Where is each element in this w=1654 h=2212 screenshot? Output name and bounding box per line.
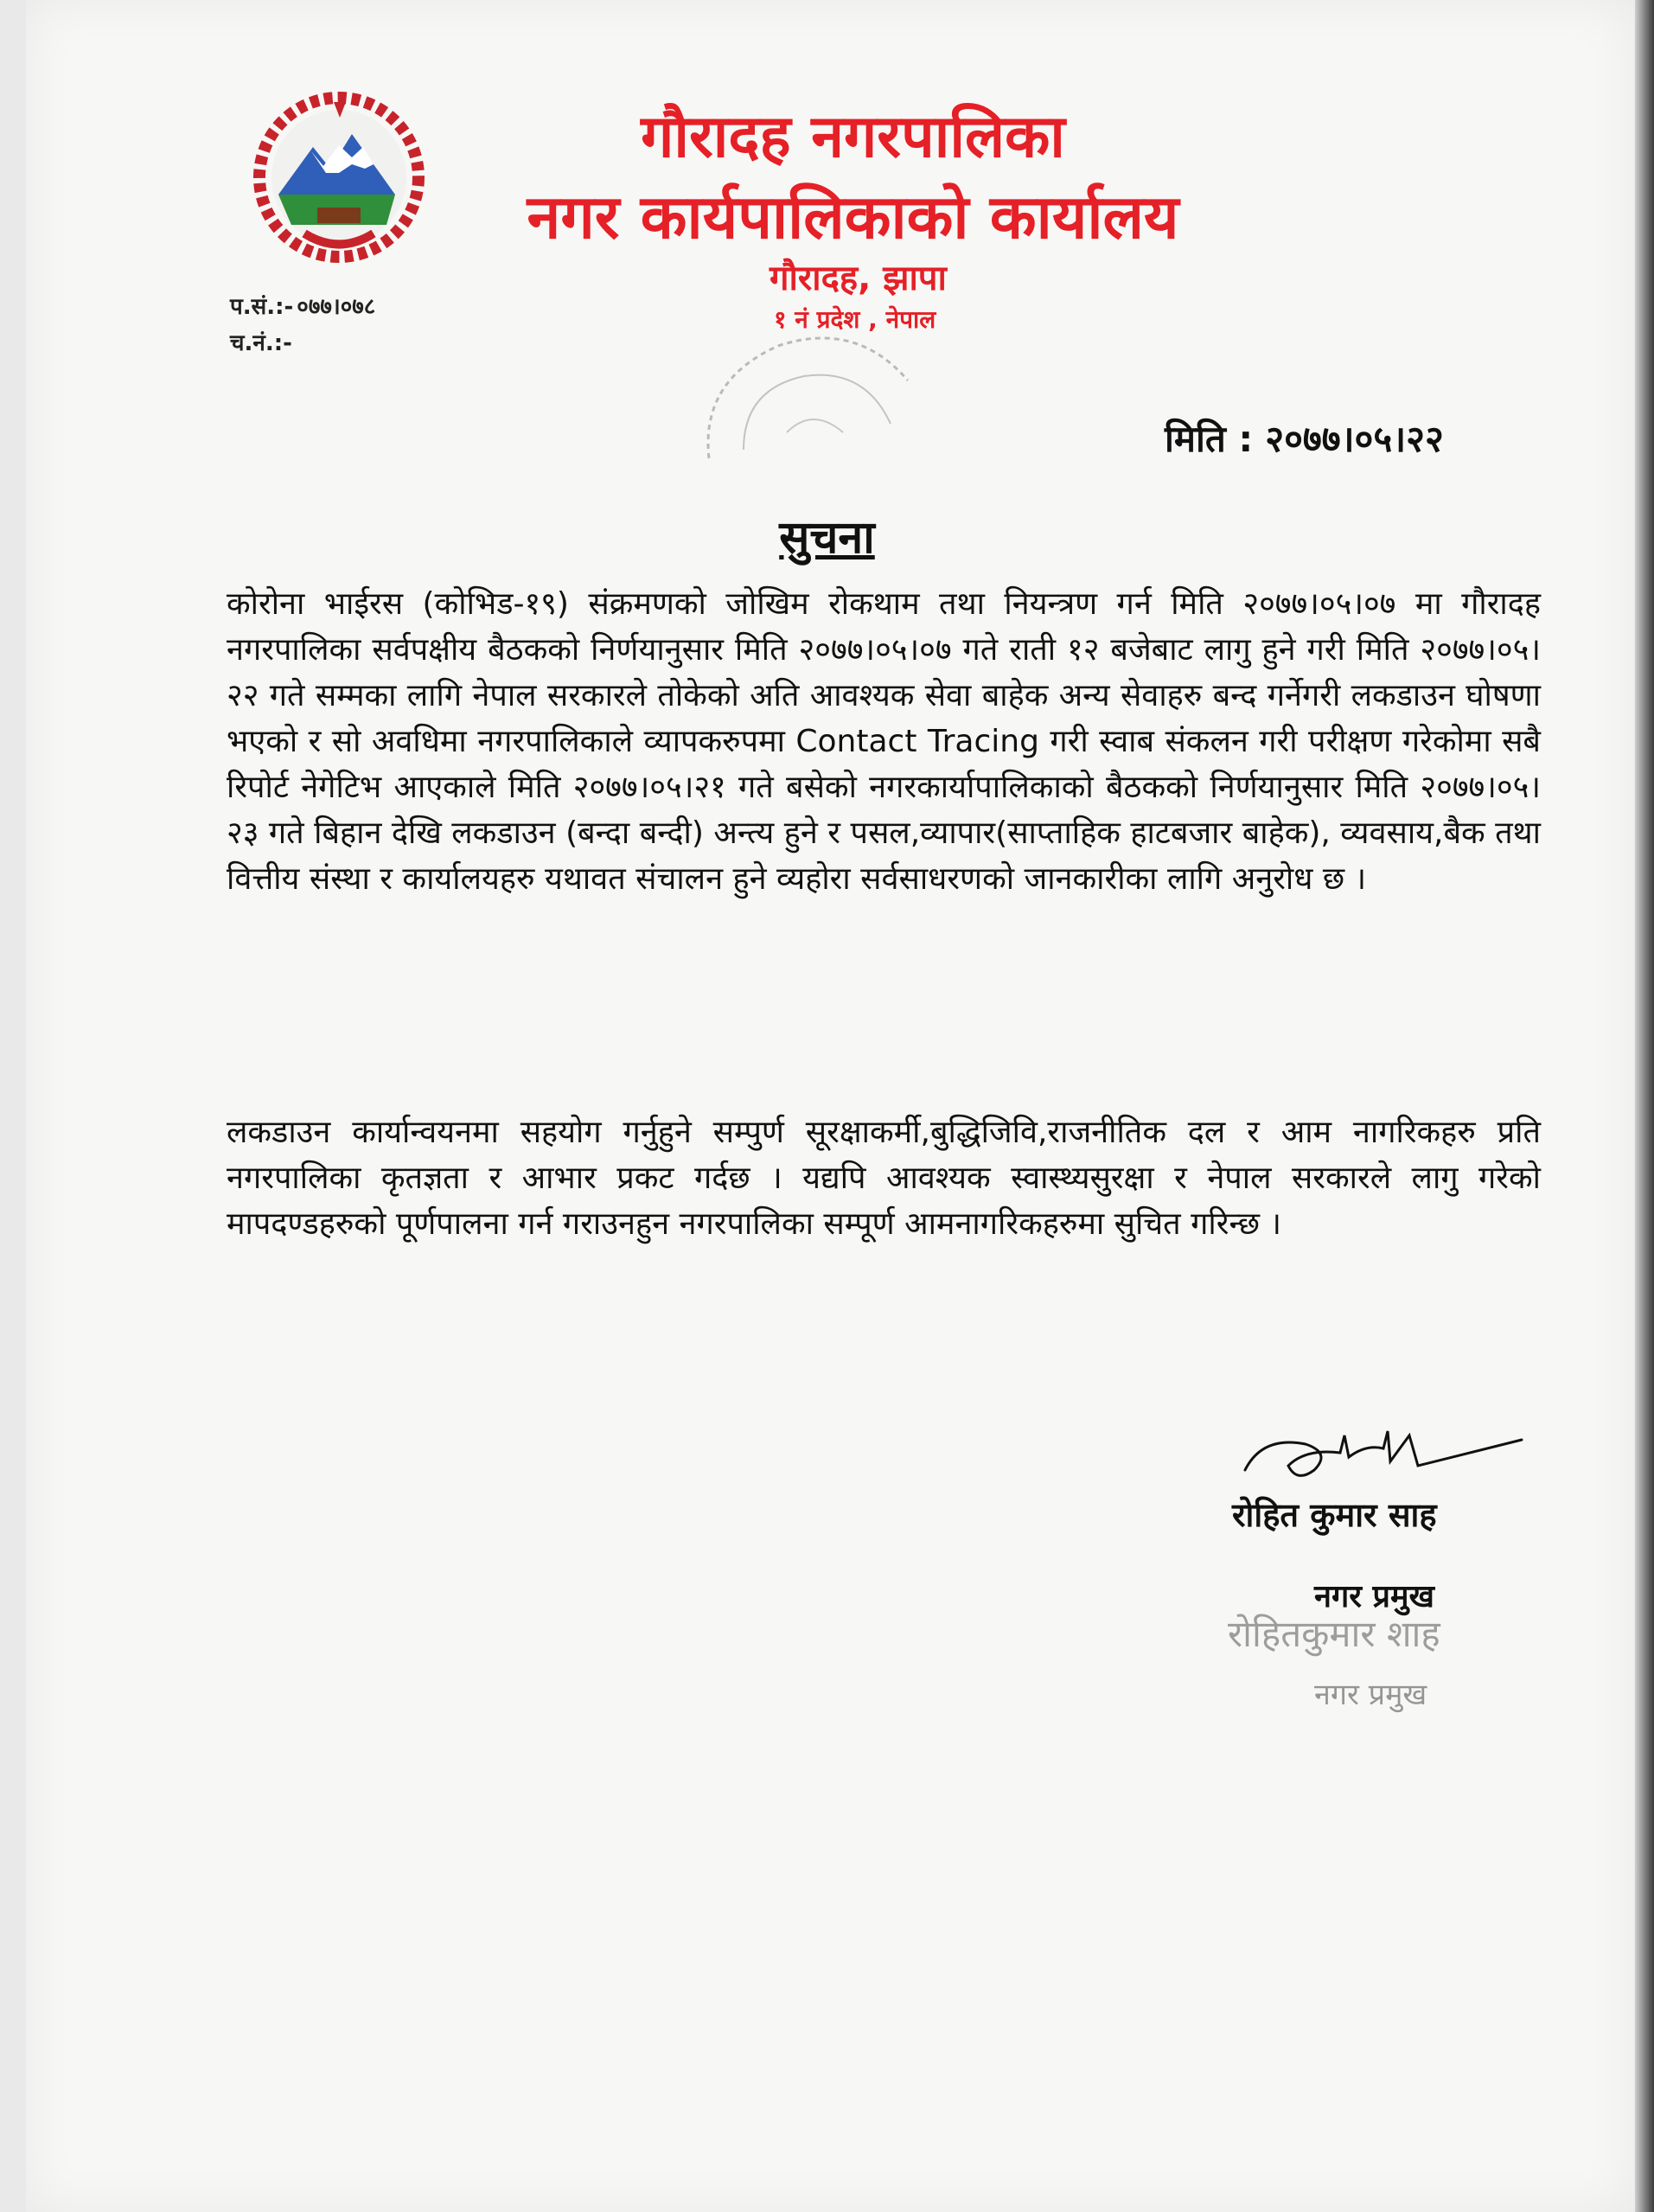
ps-reference (227, 290, 375, 321)
notice-paragraph-1: कोरोना भाईरस (कोभिड-१९) संक्रमणको जोखिम रोकथाम तथा नियन्त्रण गर्न मिति २०७७।०५।०७ मा गौरादह नगरपालिका सर्वपक्षीय बैठकको निर्णयानुसार मिति २०७७।०५।०७ गते राती १२ बजेबाट लागु हुने गरी मिति २०७७।०५।२२ गते सम्मका लागि नेपाल सरकारले तोकेको अति आवश्यक सेवा बाहेक अन्य सेवाहरु बन्द गर्नेगरी लकडाउन घोषणा भएको र सो अवधिमा नगरपालिकाले व्यापकरुपमा Contact Tracing गरी स्वाब संकलन गरी परीक्षण गरेकोमा सबै रिपोर्ट नेगेटिभ आएकाले मिति २०७७।०५।२१ गते बसेको नगरकार्यापालिकाको बैठकको निर्णयानुसार मिति २०७७।०५।२३ गते बिहान देखि लकडाउन (बन्दा बन्दी) अन्त्य हुने र पसल,व्यापार(साप्ताहिक हाटबजार बाहेक), व्यवसाय,बैक तथा वित्तीय संस्था र कार्यालयहरु यथावत संचालन हुने व्यहोरा सर्वसाधरणको जानकारीका लागि अनुरोध छ । (227, 586, 1541, 897)
signatory-title: नगर प्रमुख (1314, 1579, 1434, 1614)
handwritten-signature (1236, 1418, 1530, 1496)
notice-paragraph-2: लकडाउन कार्यान्वयनमा सहयोग गर्नुहुने सम्पुर्ण सूरक्षाकर्मी,बुद्धिजिवि,राजनीतिक दल र आम नागरिकहरु प्रति नगरपालिका कृतज्ञता र आभार प्रकट गर्दछ । यद्यपि आवश्यक स्वास्थ्यसुरक्षा र नेपाल सरकारले लागु गरेको मापदण्डहरुको पूर्णपालना गर्न गराउनहुन नगरपालिका सम्पूर्ण आमनागरिकहरुमा सुचित गरिन्छ । (227, 1115, 1541, 1242)
notice-title: सुचना (779, 512, 875, 564)
office-name: नगर कार्यपालिकाको कार्यालय (527, 182, 1179, 253)
chn-reference (227, 326, 292, 357)
date-value: २०७७।०५।२२ (1265, 418, 1444, 460)
signatory-name: रोहित कुमार साह (1232, 1496, 1437, 1534)
date-label: मिति : (1165, 418, 1254, 460)
page-edge-shadow (1635, 0, 1654, 2212)
office-place: गौरादह, झापा (770, 259, 947, 298)
date-line (1153, 413, 1444, 463)
office-province: १ नं प्रदेश , नेपाल (774, 305, 936, 334)
office-stamp-icon (692, 329, 934, 484)
chn-label: च.नं.:- (230, 330, 292, 356)
seal-name-stamp: रोहितकुमार शाह (1228, 1613, 1440, 1655)
ps-label: प.सं.:- (230, 294, 294, 320)
seal-title-stamp: नगर प्रमुख (1314, 1678, 1427, 1712)
ps-value: ०७७।०७८ (297, 294, 376, 320)
org-name: गौरादह नगरपालिका (641, 103, 1065, 171)
